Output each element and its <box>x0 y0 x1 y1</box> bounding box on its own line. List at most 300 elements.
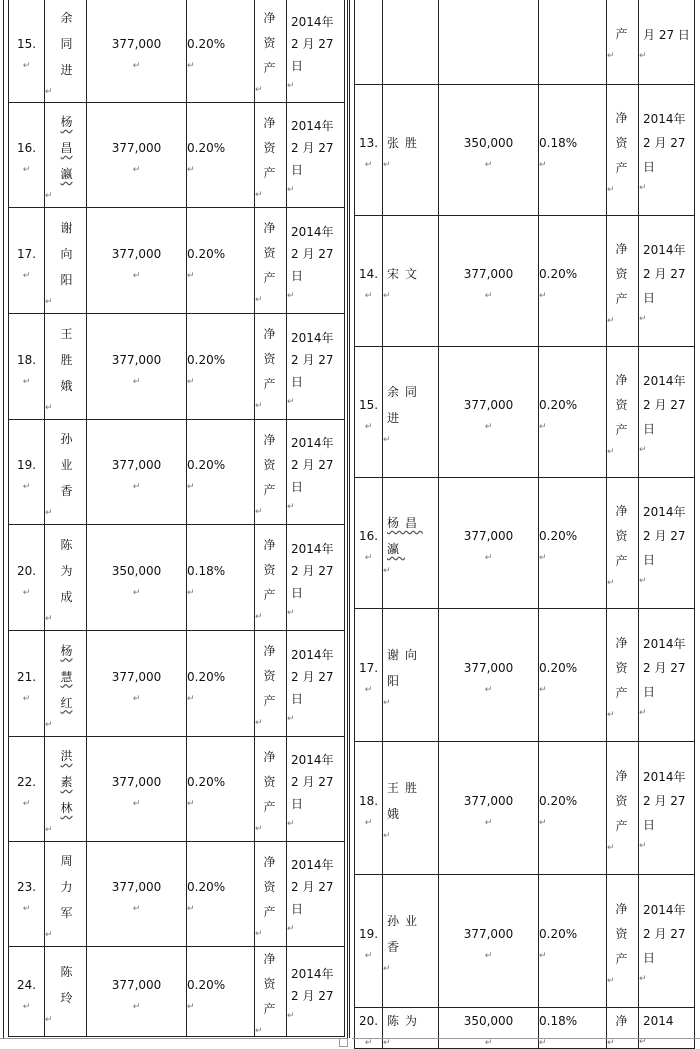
cell-end-marker: ↵ <box>187 376 195 387</box>
contribution-type-cell <box>255 631 287 737</box>
cell-end-marker: ↵ <box>364 553 373 563</box>
cell-end-marker: ↵ <box>255 401 263 411</box>
table-row <box>355 609 695 742</box>
row-number: 19. <box>358 927 379 941</box>
table-row <box>355 347 695 478</box>
cell-end-marker: ↵ <box>45 86 53 97</box>
cell-end-marker: ↵ <box>132 60 141 71</box>
shareholder-name-cell <box>45 420 87 525</box>
shareholding-ratio-cell <box>187 842 255 947</box>
cell-end-marker: ↵ <box>383 291 391 301</box>
cell-end-marker: ↵ <box>364 422 373 432</box>
row-number: 14. <box>358 267 379 281</box>
shareholder-name: 周力军 <box>60 854 73 920</box>
contribution-type: 净资产 <box>263 327 276 391</box>
shareholder-name: 杨昌瀛 <box>387 516 424 556</box>
cell-end-marker: ↵ <box>132 693 141 704</box>
row-number-cell <box>355 347 383 478</box>
contribution-amount: 350,000 <box>463 1014 514 1028</box>
contribution-amount-cell <box>87 947 187 1037</box>
contribution-date: 2014年 2 月 27 日 <box>643 374 686 436</box>
table-row <box>9 842 345 947</box>
cell-end-marker: ↵ <box>383 435 391 445</box>
contribution-type: 净资产 <box>615 635 628 700</box>
shareholding-ratio: 0.20% <box>187 458 226 472</box>
contribution-type-cell <box>255 947 287 1037</box>
contribution-date-cell <box>287 842 345 947</box>
contribution-date: 2014年 2 月 27 日 <box>291 224 334 283</box>
cell-end-marker: ↵ <box>607 184 615 195</box>
cell-end-marker: ↵ <box>639 974 647 984</box>
page-margin-left <box>3 0 4 1038</box>
shareholder-name: 王胜娥 <box>60 326 73 393</box>
shareholding-ratio: 0.20% <box>187 775 226 789</box>
contribution-amount: 377,000 <box>111 36 162 51</box>
contribution-amount-cell <box>87 103 187 208</box>
contribution-amount-cell <box>87 208 187 314</box>
shareholder-name-cell <box>383 216 439 347</box>
cell-end-marker: ↵ <box>383 160 391 170</box>
shareholding-ratio: 0.18% <box>539 1014 578 1028</box>
contribution-amount: 377,000 <box>463 267 514 281</box>
shareholding-ratio-cell <box>187 0 255 103</box>
row-number: 22. <box>16 775 37 789</box>
shareholder-name-cell <box>45 103 87 208</box>
shareholder-name: 杨慧红 <box>60 643 73 710</box>
shareholder-name-cell <box>45 208 87 314</box>
contribution-amount: 377,000 <box>463 794 514 808</box>
shareholder-name: 孙业香 <box>387 914 424 954</box>
column-divider-inner <box>349 0 350 1038</box>
contribution-date-cell <box>287 737 345 842</box>
contribution-date: 2014 <box>643 1014 674 1028</box>
contribution-date-cell <box>639 1008 695 1049</box>
cell-end-marker: ↵ <box>639 445 647 455</box>
contribution-amount-cell <box>87 842 187 947</box>
contribution-amount-cell <box>439 216 539 347</box>
table-row <box>355 742 695 875</box>
shareholding-ratio-cell <box>539 609 607 742</box>
row-number-cell <box>9 947 45 1037</box>
shareholder-name-cell <box>383 742 439 875</box>
shareholder-name: 余同进 <box>60 10 73 77</box>
table-row <box>9 525 345 631</box>
row-number: 15. <box>358 398 379 412</box>
shareholder-name-cell <box>45 314 87 420</box>
cell-end-marker: ↵ <box>132 904 141 914</box>
row-number-cell <box>9 0 45 103</box>
cell-end-marker: ↵ <box>539 951 547 961</box>
shareholding-ratio-cell <box>187 947 255 1037</box>
contribution-amount-cell <box>439 609 539 742</box>
contribution-date-cell <box>639 609 695 742</box>
cell-end-marker: ↵ <box>22 693 31 704</box>
shareholder-table-left <box>8 0 345 1037</box>
cell-end-marker: ↵ <box>187 270 195 281</box>
shareholding-ratio: 0.20% <box>539 267 578 281</box>
column-divider <box>347 0 348 1038</box>
cell-end-marker: ↵ <box>22 799 31 809</box>
cell-end-marker: ↵ <box>287 290 295 301</box>
shareholding-ratio: 0.20% <box>539 927 578 941</box>
shareholder-name-cell <box>45 737 87 842</box>
shareholder-name-cell <box>383 478 439 609</box>
shareholder-name-cell <box>45 947 87 1037</box>
cell-end-marker: ↵ <box>607 975 615 986</box>
contribution-date-cell <box>639 875 695 1008</box>
contribution-date: 2014年 2 月 27 日 <box>291 330 334 389</box>
cell-end-marker: ↵ <box>639 576 647 586</box>
contribution-type-cell <box>607 0 639 85</box>
cell-end-marker: ↵ <box>607 315 615 326</box>
contribution-date-cell <box>287 208 345 314</box>
contribution-date: 2014年 2 月 27 日 <box>643 770 686 832</box>
contribution-amount: 377,000 <box>463 927 514 941</box>
cell-end-marker: ↵ <box>484 818 493 828</box>
cell-end-marker: ↵ <box>639 708 647 718</box>
shareholder-name-cell <box>383 875 439 1008</box>
shareholding-ratio: 0.20% <box>187 669 226 684</box>
shareholder-name-cell <box>45 0 87 103</box>
shareholding-ratio: 0.20% <box>539 529 578 543</box>
contribution-date: 2014年 2 月 27 日 <box>291 647 334 706</box>
contribution-amount-cell <box>87 0 187 103</box>
shareholding-ratio-cell <box>187 631 255 737</box>
contribution-type-cell <box>607 85 639 216</box>
table-row <box>355 216 695 347</box>
contribution-type: 净资产 <box>615 901 628 966</box>
shareholding-ratio: 0.20% <box>539 794 578 808</box>
contribution-type: 净资产 <box>263 749 276 814</box>
contribution-amount-cell <box>439 875 539 1008</box>
cell-end-marker: ↵ <box>255 718 263 728</box>
contribution-amount-cell <box>87 314 187 420</box>
shareholding-ratio: 0.20% <box>187 36 226 51</box>
cell-end-marker: ↵ <box>22 1001 31 1012</box>
cell-end-marker: ↵ <box>45 1014 53 1025</box>
row-number-cell <box>355 742 383 875</box>
cell-end-marker: ↵ <box>287 607 295 618</box>
cell-end-marker: ↵ <box>364 818 373 828</box>
contribution-type-cell <box>255 208 287 314</box>
table-row <box>9 314 345 420</box>
cell-end-marker: ↵ <box>132 482 141 492</box>
cell-end-marker: ↵ <box>132 165 141 175</box>
contribution-date-cell <box>287 314 345 420</box>
contribution-amount: 350,000 <box>463 136 514 150</box>
contribution-date-cell <box>287 947 345 1037</box>
cell-end-marker: ↵ <box>187 587 195 598</box>
row-number-cell <box>9 842 45 947</box>
cell-end-marker: ↵ <box>364 1038 373 1048</box>
contribution-amount: 377,000 <box>111 352 162 367</box>
shareholder-name: 陈为 <box>387 1014 424 1028</box>
shareholder-name-cell <box>45 631 87 737</box>
cell-end-marker: ↵ <box>255 295 263 305</box>
row-number: 16. <box>16 141 37 155</box>
cell-end-marker: ↵ <box>383 964 391 974</box>
contribution-type-cell <box>607 1008 639 1049</box>
row-number: 19. <box>16 458 37 472</box>
page-corner-marker <box>339 1038 348 1047</box>
contribution-date-cell <box>287 103 345 208</box>
shareholding-ratio: 0.20% <box>539 661 578 675</box>
contribution-type: 净资产 <box>263 854 276 919</box>
cell-end-marker: ↵ <box>639 183 647 193</box>
row-number-cell <box>355 609 383 742</box>
contribution-date: 2014年 2 月 27 日 <box>291 119 334 177</box>
row-number-cell <box>9 103 45 208</box>
cell-end-marker: ↵ <box>383 698 391 708</box>
cell-end-marker: ↵ <box>484 951 493 961</box>
contribution-amount-cell <box>87 631 187 737</box>
shareholding-ratio-cell <box>539 85 607 216</box>
row-number: 15. <box>16 36 37 51</box>
contribution-date-cell <box>287 0 345 103</box>
contribution-amount: 377,000 <box>111 977 162 992</box>
cell-end-marker: ↵ <box>539 291 547 301</box>
shareholder-name: 谢向阳 <box>387 648 424 688</box>
shareholder-name: 陈为成 <box>60 537 73 604</box>
contribution-date: 2014年 2 月 27 日 <box>291 14 334 73</box>
contribution-date: 2014年 2 月 27 日 <box>643 903 686 965</box>
shareholding-ratio-cell <box>187 103 255 208</box>
row-number-cell <box>355 875 383 1008</box>
table-row <box>9 631 345 737</box>
row-number-cell <box>355 85 383 216</box>
cell-end-marker: ↵ <box>255 1026 263 1036</box>
contribution-type: 净资产 <box>615 372 628 437</box>
row-number-cell <box>355 216 383 347</box>
cell-end-marker: ↵ <box>484 1038 493 1048</box>
contribution-type: 净资产 <box>263 221 276 285</box>
shareholding-ratio-cell <box>539 875 607 1008</box>
table-row <box>9 947 345 1037</box>
contribution-amount: 377,000 <box>463 398 514 412</box>
shareholding-ratio: 0.20% <box>539 398 578 412</box>
table-row <box>355 875 695 1008</box>
row-number-cell <box>9 420 45 525</box>
shareholding-ratio: 0.20% <box>187 880 226 894</box>
contribution-type: 净资产 <box>263 432 276 497</box>
contribution-date: 2014年 2 月 27 日 <box>291 541 334 600</box>
contribution-type: 净资产 <box>263 952 276 1016</box>
cell-end-marker: ↵ <box>187 799 195 809</box>
contribution-amount-cell <box>439 1008 539 1049</box>
shareholder-name: 宋文 <box>387 267 424 281</box>
contribution-type: 净资产 <box>263 11 276 75</box>
cell-end-marker: ↵ <box>539 1038 547 1048</box>
cell-end-marker: ↵ <box>45 930 53 940</box>
contribution-date-cell <box>287 525 345 631</box>
contribution-date: 2014年 2 月 27 日 <box>643 112 686 174</box>
cell-end-marker: ↵ <box>45 191 53 201</box>
cell-end-marker: ↵ <box>22 376 31 387</box>
cell-end-marker: ↵ <box>187 904 195 914</box>
cell-end-marker: ↵ <box>22 482 31 492</box>
contribution-type-cell <box>607 478 639 609</box>
contribution-date: 2014年 2 月 27 日 <box>643 243 686 305</box>
cell-end-marker: ↵ <box>22 587 31 598</box>
row-number: 17. <box>16 246 37 261</box>
contribution-date: 2014年 2 月 27 日 <box>291 436 334 494</box>
cell-end-marker: ↵ <box>22 165 31 175</box>
contribution-type: 净资产 <box>263 644 276 708</box>
row-number: 13. <box>358 136 379 150</box>
shareholding-ratio-cell <box>187 737 255 842</box>
contribution-type-cell <box>255 525 287 631</box>
contribution-date: 2014年 2 月 27 日 <box>643 637 686 699</box>
cell-end-marker: ↵ <box>287 819 295 829</box>
cell-end-marker: ↵ <box>364 685 373 695</box>
row-number-cell <box>355 0 383 85</box>
contribution-amount: 350,000 <box>111 563 162 578</box>
row-number: 16. <box>358 529 379 543</box>
shareholder-name: 王胜娥 <box>387 781 424 821</box>
contribution-amount-cell <box>87 737 187 842</box>
cell-end-marker: ↵ <box>287 924 295 934</box>
contribution-date-cell <box>639 742 695 875</box>
row-number-cell <box>9 314 45 420</box>
cell-end-marker: ↵ <box>287 502 295 512</box>
contribution-date: 2014年 2 月 27 日 <box>291 858 334 916</box>
cell-end-marker: ↵ <box>287 80 295 91</box>
cell-end-marker: ↵ <box>364 160 373 170</box>
contribution-type: 净资产 <box>263 538 276 602</box>
cell-end-marker: ↵ <box>539 685 547 695</box>
cell-end-marker: ↵ <box>255 612 263 622</box>
cell-end-marker: ↵ <box>255 928 263 939</box>
table-row <box>355 0 695 85</box>
row-number: 21. <box>16 669 37 684</box>
contribution-type: 净 <box>615 1013 628 1028</box>
table-row <box>9 420 345 525</box>
cell-end-marker: ↵ <box>484 160 493 170</box>
shareholding-ratio-cell <box>539 216 607 347</box>
row-number: 23. <box>16 880 37 894</box>
shareholder-name: 张胜 <box>387 136 424 150</box>
table-row <box>355 478 695 609</box>
cell-end-marker: ↵ <box>22 904 31 914</box>
cell-end-marker: ↵ <box>45 508 53 518</box>
row-number-cell <box>9 208 45 314</box>
cell-end-marker: ↵ <box>607 446 615 457</box>
contribution-amount: 377,000 <box>111 141 162 155</box>
contribution-type-cell <box>607 742 639 875</box>
shareholding-ratio-cell <box>187 314 255 420</box>
contribution-type-cell <box>255 737 287 842</box>
cell-end-marker: ↵ <box>539 422 547 432</box>
contribution-amount-cell <box>439 0 539 85</box>
contribution-type-cell <box>255 314 287 420</box>
shareholder-name: 陈玲 <box>60 964 73 1005</box>
table-row <box>9 208 345 314</box>
cell-end-marker: ↵ <box>187 60 195 71</box>
contribution-type: 净资产 <box>263 115 276 180</box>
contribution-date-cell <box>639 216 695 347</box>
shareholder-name: 孙业香 <box>60 432 73 498</box>
shareholding-ratio: 0.20% <box>187 352 226 367</box>
shareholding-ratio-cell <box>539 742 607 875</box>
contribution-date-cell <box>287 420 345 525</box>
cell-end-marker: ↵ <box>287 1010 295 1021</box>
cell-end-marker: ↵ <box>45 825 53 835</box>
shareholder-name: 杨昌瀛 <box>60 115 73 181</box>
cell-end-marker: ↵ <box>364 951 373 961</box>
shareholder-name: 洪素林 <box>60 749 73 815</box>
cell-end-marker: ↵ <box>132 376 141 387</box>
contribution-amount: 377,000 <box>111 458 162 472</box>
row-number-cell <box>355 478 383 609</box>
contribution-type-cell <box>255 0 287 103</box>
shareholder-name-cell <box>383 1008 439 1049</box>
shareholding-ratio-cell <box>187 208 255 314</box>
contribution-type: 净资产 <box>615 110 628 175</box>
cell-end-marker: ↵ <box>132 1001 141 1012</box>
contribution-date-cell <box>287 631 345 737</box>
contribution-amount: 377,000 <box>111 669 162 684</box>
shareholding-ratio-cell <box>539 1008 607 1049</box>
cell-end-marker: ↵ <box>187 482 195 492</box>
row-number: 17. <box>358 661 379 675</box>
cell-end-marker: ↵ <box>45 402 53 413</box>
row-number: 20. <box>358 1014 379 1028</box>
cell-end-marker: ↵ <box>539 818 547 828</box>
table-row <box>9 0 345 103</box>
cell-end-marker: ↵ <box>539 160 547 170</box>
cell-end-marker: ↵ <box>607 709 615 720</box>
contribution-type: 产 <box>615 27 628 41</box>
cell-end-marker: ↵ <box>132 270 141 281</box>
contribution-date-cell <box>639 478 695 609</box>
contribution-type: 净资产 <box>615 241 628 306</box>
shareholder-name-cell <box>383 85 439 216</box>
cell-end-marker: ↵ <box>639 314 647 324</box>
cell-end-marker: ↵ <box>607 1037 615 1048</box>
contribution-date: 2014年 2 月 27 日 <box>291 753 334 811</box>
table-row <box>355 1008 695 1049</box>
shareholding-ratio: 0.18% <box>187 563 226 578</box>
cell-end-marker: ↵ <box>255 85 263 95</box>
contribution-amount: 377,000 <box>111 775 162 789</box>
shareholding-ratio-cell <box>187 420 255 525</box>
cell-end-marker: ↵ <box>484 422 493 432</box>
contribution-date-cell <box>639 85 695 216</box>
contribution-amount: 377,000 <box>111 246 162 261</box>
contribution-type-cell <box>607 216 639 347</box>
cell-end-marker: ↵ <box>383 1038 391 1048</box>
cell-end-marker: ↵ <box>639 1037 647 1047</box>
shareholder-name-cell <box>45 842 87 947</box>
cell-end-marker: ↵ <box>45 613 53 624</box>
contribution-date: 2014年 2 月 27 <box>291 966 334 1003</box>
shareholder-name-cell <box>383 609 439 742</box>
row-number-cell <box>355 1008 383 1049</box>
cell-end-marker: ↵ <box>132 799 141 809</box>
shareholder-name-cell <box>383 0 439 85</box>
contribution-amount-cell <box>439 347 539 478</box>
shareholding-ratio: 0.18% <box>539 136 578 150</box>
page-bottom-rule-left <box>0 1038 342 1039</box>
row-number-cell <box>9 631 45 737</box>
contribution-amount-cell <box>87 420 187 525</box>
shareholder-name: 谢向阳 <box>60 220 73 287</box>
cell-end-marker: ↵ <box>287 185 295 195</box>
cell-end-marker: ↵ <box>287 713 295 724</box>
contribution-amount-cell <box>439 742 539 875</box>
shareholding-ratio: 0.20% <box>187 977 226 992</box>
table-row <box>9 103 345 208</box>
